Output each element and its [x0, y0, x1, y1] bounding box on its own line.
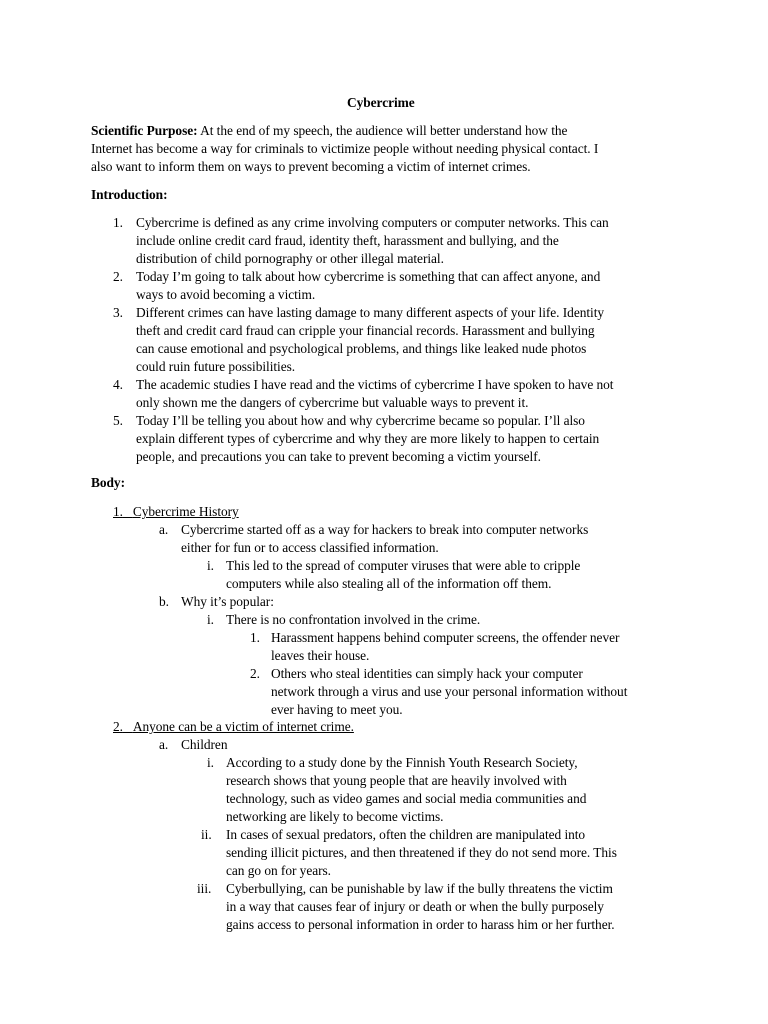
s2-a-i-line-3: technology, such as video games and social media communities and	[226, 791, 587, 806]
intro-item-3-num: 3.	[113, 305, 123, 320]
introduction-heading: Introduction:	[91, 187, 168, 202]
s1-b-i-1-line-2: leaves their house.	[271, 648, 370, 663]
s2-a-marker: a.	[159, 737, 169, 752]
intro-item-3-line-4: could ruin future possibilities.	[136, 359, 296, 374]
purpose-text-1: At the end of my speech, the audience will better understand how the	[200, 123, 568, 138]
s1-b-i-1-marker: 1.	[250, 630, 260, 645]
body-section-2-heading	[113, 718, 354, 736]
body-heading: Body:	[91, 475, 125, 490]
body-section-1-num: 1.	[113, 504, 123, 519]
s1-b-marker: b.	[159, 594, 169, 609]
s1-b-i-1-line-1: Harassment happens behind computer screens, the offender never	[271, 630, 620, 645]
s1-a-line-1: Cybercrime started off as a way for hackers to break into computer networks	[181, 522, 589, 537]
intro-item-5-line-3: people, and precautions you can take to prevent becoming a victim yourself.	[136, 449, 541, 464]
s1-b-i-2-line-3: ever having to meet you.	[271, 702, 403, 717]
purpose-line-3: also want to inform them on ways to prevent becoming a victim of internet crimes.	[91, 159, 531, 174]
body-section-2-num: 2.	[113, 719, 123, 734]
s2-a-iii-marker: iii.	[197, 881, 212, 896]
s2-a-ii-line-1: In cases of sexual predators, often the children are manipulated into	[226, 827, 586, 842]
body-section-1-title: Cybercrime History	[132, 504, 239, 519]
intro-item-5-line-1: Today I’ll be telling you about how and why cybercrime became so popular. I’ll also	[136, 413, 585, 428]
s2-a-iii-line-2: in a way that causes fear of injury or death or when the bully purposely	[226, 899, 604, 914]
s1-b-i-2-line-1: Others who steal identities can simply hack your computer	[271, 666, 583, 681]
s1-a-i-marker: i.	[207, 558, 214, 573]
s2-a-i-marker: i.	[207, 755, 214, 770]
intro-item-4-line-2: only shown me the dangers of cybercrime but valuable ways to prevent it.	[136, 395, 529, 410]
s1-a-line-2: either for fun or to access classified information.	[181, 540, 439, 555]
s1-a-marker: a.	[159, 522, 169, 537]
s2-a-iii-line-1: Cyberbullying, can be punishable by law if the bully threatens the victim	[226, 881, 613, 896]
intro-item-3-line-1: Different crimes can have lasting damage to many different aspects of your life. Identity	[136, 305, 605, 320]
s1-a-i-line-1: This led to the spread of computer viruses that were able to cripple	[226, 558, 581, 573]
intro-item-5-num: 5.	[113, 413, 123, 428]
s1-b-i-2-marker: 2.	[250, 666, 260, 681]
s1-b-i-line-1: There is no confrontation involved in the crime.	[226, 612, 481, 627]
body-section-2-title: Anyone can be a victim of internet crime.	[132, 719, 354, 734]
purpose-line-2: Internet has become a way for criminals to victimize people without needing physical contact. I	[91, 141, 599, 156]
s1-b-i-marker: i.	[207, 612, 214, 627]
s2-a-i-line-2: research shows that young people that are heavily involved with	[226, 773, 567, 788]
s2-a-ii-line-2: sending illicit pictures, and then threatened if they do not send more. This	[226, 845, 617, 860]
s2-a-line-1: Children	[181, 737, 228, 752]
s2-a-ii-marker: ii.	[201, 827, 212, 842]
intro-item-2-num: 2.	[113, 269, 123, 284]
intro-item-2-line-1: Today I’m going to talk about how cybercrime is something that can affect anyone, and	[136, 269, 601, 284]
purpose-label: Scientific Purpose:	[91, 123, 198, 138]
purpose-line-1	[91, 122, 567, 140]
intro-item-1-line-3: distribution of child pornography or other illegal material.	[136, 251, 444, 266]
s2-a-i-line-1: According to a study done by the Finnish Youth Research Society,	[226, 755, 578, 770]
s1-b-i-2-line-2: network through a virus and use your personal information without	[271, 684, 628, 699]
intro-item-2-line-2: ways to avoid becoming a victim.	[136, 287, 316, 302]
intro-item-1-line-2: include online credit card fraud, identity theft, harassment and bullying, and the	[136, 233, 559, 248]
s2-a-ii-line-3: can go on for years.	[226, 863, 331, 878]
s2-a-iii-line-3: gains access to personal information in order to harass him or her further.	[226, 917, 615, 932]
body-section-1-heading	[113, 503, 239, 521]
s1-b-line-1: Why it’s popular:	[181, 594, 274, 609]
intro-item-5-line-2: explain different types of cybercrime and why they are more likely to happen to certain	[136, 431, 600, 446]
intro-item-3-line-3: can cause emotional and psychological problems, and things like leaked nude photos	[136, 341, 587, 356]
intro-item-1-num: 1.	[113, 215, 123, 230]
s1-a-i-line-2: computers while also stealing all of the information off them.	[226, 576, 552, 591]
intro-item-3-line-2: theft and credit card fraud can cripple your financial records. Harassment and bullying	[136, 323, 595, 338]
document-title: Cybercrime	[347, 95, 415, 110]
s2-a-i-line-4: networking are likely to become victims.	[226, 809, 444, 824]
intro-item-4-line-1: The academic studies I have read and the victims of cybercrime I have spoken to have not	[136, 377, 614, 392]
intro-item-4-num: 4.	[113, 377, 123, 392]
intro-item-1-line-1: Cybercrime is defined as any crime involving computers or computer networks. This can	[136, 215, 609, 230]
